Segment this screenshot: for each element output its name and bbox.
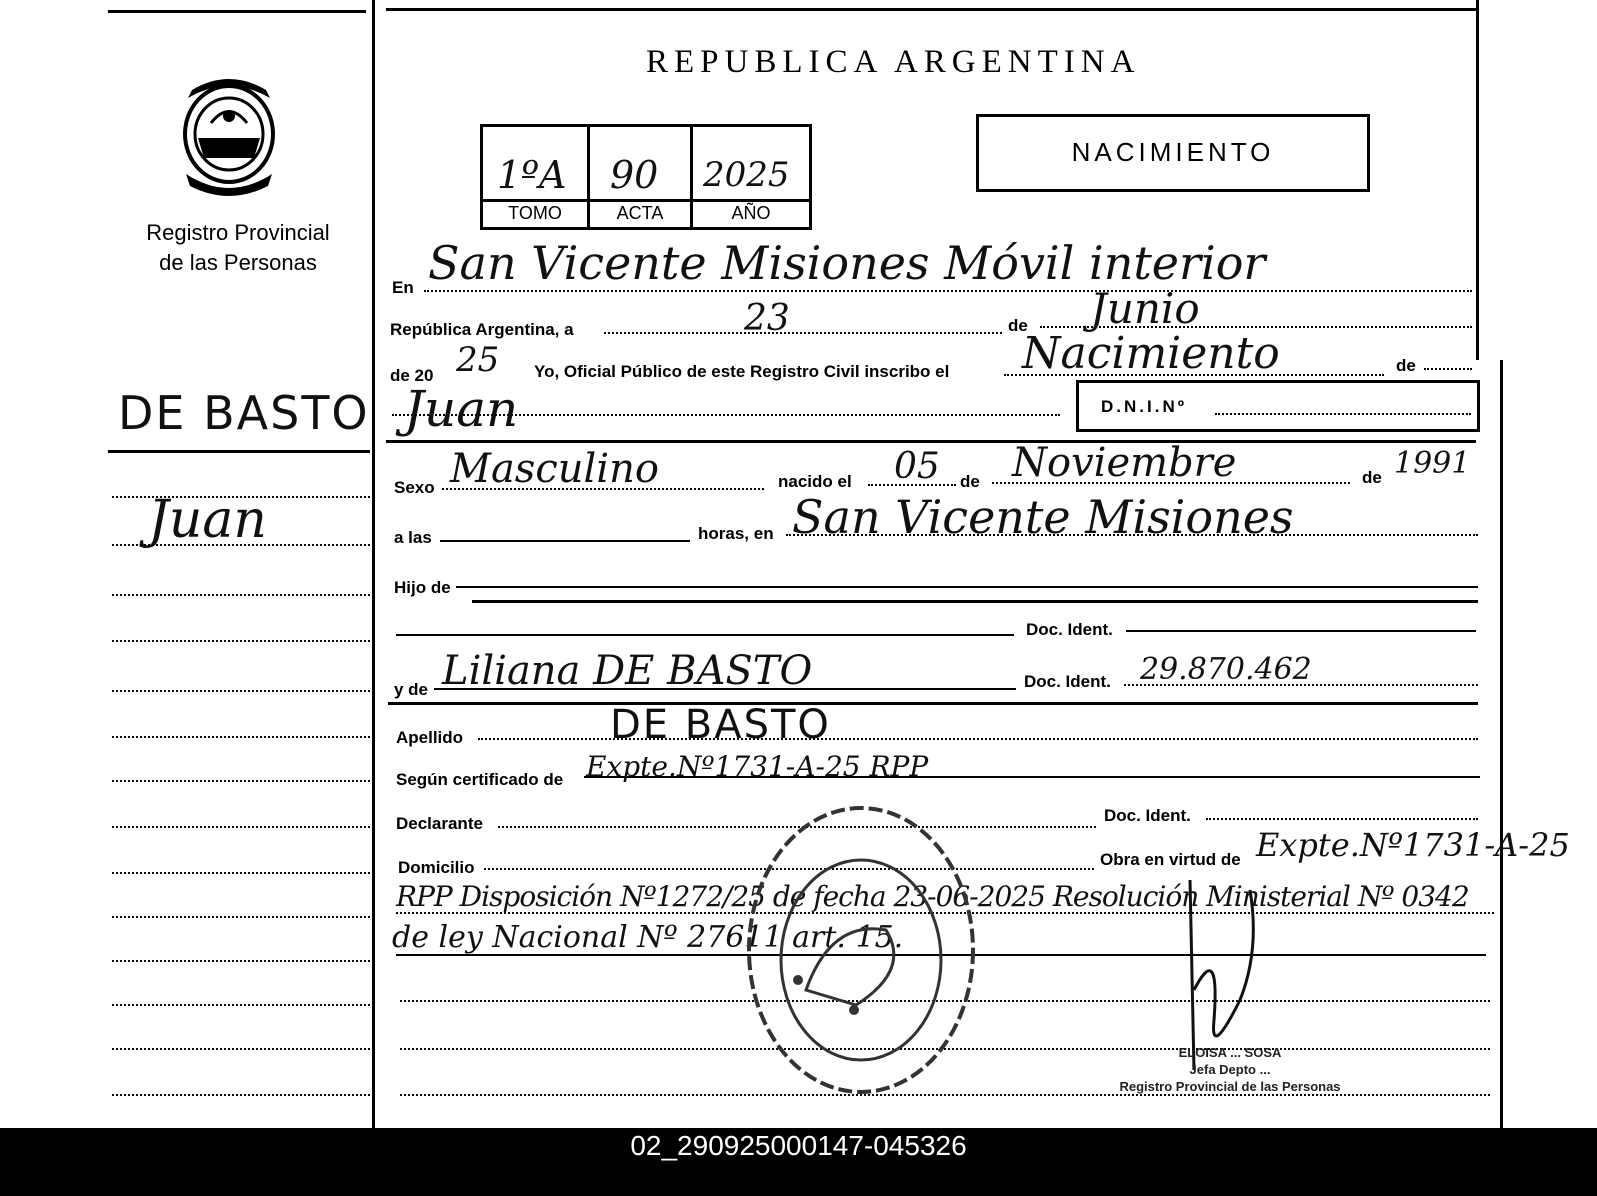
- sidebar-dotted-line: [112, 496, 370, 498]
- registry-line-2: de las Personas: [159, 250, 317, 275]
- label-en: En: [392, 278, 414, 297]
- label-segun: Según certificado de: [396, 770, 564, 789]
- label-declarante: Declarante: [396, 814, 483, 833]
- entry-lugar: San Vicente Misiones Móvil interior: [428, 236, 1266, 290]
- sidebar-dotted-line: [112, 780, 370, 782]
- label-a-las: a las: [394, 528, 432, 547]
- tomo-value: 1ºA: [497, 153, 567, 197]
- entry-certificado: Expte.Nº1731-A-25 RPP: [586, 750, 929, 783]
- line-en: [424, 290, 1472, 292]
- label-dni: D.N.I.Nº: [1101, 397, 1187, 416]
- label-nacido-el: nacido el: [778, 472, 852, 491]
- sidebar-dotted-line: [112, 690, 370, 692]
- sidebar-dotted-line: [112, 826, 370, 828]
- sidebar-given-name: Juan: [148, 490, 267, 550]
- entry-obra-virtud: Expte.Nº1731-A-25: [1256, 826, 1570, 864]
- document-type: NACIMIENTO: [1071, 137, 1275, 167]
- entry-nac-dia: 05: [894, 446, 940, 487]
- entry-nota-2: de ley Nacional Nº 27611 art. 15.: [392, 920, 904, 955]
- line-hijo-de: [456, 586, 1478, 588]
- label-hijo-de: Hijo de: [394, 578, 451, 597]
- form-right-border-lower: [1500, 360, 1503, 1130]
- tomo-label: TOMO: [508, 203, 562, 223]
- label-doc-ident-declarante: Doc. Ident.: [1104, 806, 1191, 825]
- section-rule-1: [386, 440, 1476, 443]
- sidebar-dotted-line: [112, 872, 370, 874]
- line-dni: [1215, 413, 1471, 415]
- line-dia: [604, 332, 1002, 334]
- signature-block: [1090, 1044, 1370, 1095]
- label-doc-ident-padre: Doc. Ident.: [1026, 620, 1113, 639]
- registry-line-1: Registro Provincial: [146, 220, 330, 245]
- entry-anio-corto: 25: [456, 340, 500, 380]
- form-right-border: [1476, 0, 1479, 360]
- sidebar-dotted-line: [112, 736, 370, 738]
- label-horas-en: horas, en: [698, 524, 774, 543]
- label-de-acto: de: [1396, 356, 1416, 375]
- label-obra: Obra en virtud de: [1100, 850, 1241, 869]
- entry-apellido: DE BASTO: [610, 702, 831, 748]
- acta-label: ACTA: [616, 203, 664, 223]
- document-type-box: [976, 114, 1370, 192]
- line-a-las: [440, 540, 690, 542]
- entry-sexo: Masculino: [450, 446, 659, 492]
- sidebar-dotted-line: [112, 1048, 370, 1050]
- entry-nac-lugar: San Vicente Misiones: [792, 490, 1294, 544]
- label-de20: de 20: [390, 366, 434, 385]
- section-rule-2: [472, 600, 1478, 603]
- sidebar-divider: [372, 0, 375, 1130]
- entry-mes: Junio: [1090, 284, 1200, 333]
- signer-org: Registro Provincial de las Personas: [1119, 1079, 1341, 1094]
- sidebar-dotted-line: [112, 916, 370, 918]
- acta-value: 90: [610, 153, 659, 197]
- label-doc-ident-madre: Doc. Ident.: [1024, 672, 1111, 691]
- dni-box: [1076, 380, 1480, 432]
- label-de-mes: de: [1008, 316, 1028, 335]
- sidebar-dotted-line: [112, 640, 370, 642]
- record-box: [480, 124, 812, 230]
- line-nombre: [392, 414, 1060, 416]
- top-rule-left: [108, 10, 366, 13]
- entry-nota-1: RPP Disposición Nº1272/25 de fecha 23-06-2025 Resolución Ministerial Nº 0342: [396, 880, 1469, 913]
- line-padre: [396, 634, 1014, 636]
- section-rule-3: [388, 702, 1478, 705]
- country-title: REPUBLICA ARGENTINA: [646, 44, 1141, 80]
- entry-nombre: Juan: [404, 380, 519, 438]
- sidebar-dotted-line: [112, 1094, 370, 1096]
- entry-madre: Liliana DE BASTO: [442, 648, 813, 694]
- label-yo-oficial: Yo, Oficial Público de este Registro Civil inscribo el: [534, 362, 950, 381]
- entry-madre-doc: 29.870.462: [1140, 652, 1312, 687]
- entry-dia: 23: [744, 298, 790, 339]
- signer-name: ELOISA ... SOSA: [1178, 1045, 1282, 1060]
- entry-nac-mes: Noviembre: [1012, 440, 1237, 486]
- anio-value: 2025: [703, 155, 790, 195]
- label-domicilio: Domicilio: [398, 858, 475, 877]
- label-republica: República Argentina, a: [390, 320, 574, 339]
- sidebar-dotted-line: [112, 1004, 370, 1006]
- coat-of-arms-icon: [176, 78, 282, 196]
- footer-code: 02_290925000147-045326: [630, 1130, 967, 1161]
- label-apellido: Apellido: [396, 728, 464, 747]
- line-de-acto-end: [1424, 368, 1472, 370]
- registry-seal-stamp: [736, 800, 986, 1100]
- sidebar-dotted-line: [112, 544, 370, 546]
- entry-nac-anio: 1991: [1394, 446, 1471, 481]
- sidebar-dotted-line: [112, 594, 370, 596]
- anio-label: AÑO: [731, 203, 771, 223]
- signer-title: Jefa Depto ...: [1189, 1062, 1271, 1077]
- record-box-divider: [483, 199, 809, 202]
- line-doc-ident-padre: [1126, 630, 1476, 632]
- label-de-nac-mes: de: [960, 472, 980, 491]
- registry-name: [118, 218, 358, 278]
- footer-bar: [0, 1128, 1597, 1196]
- sidebar-surname-underline: [108, 450, 370, 453]
- label-sexo: Sexo: [394, 478, 435, 497]
- label-de-nac-anio: de: [1362, 468, 1382, 487]
- sidebar-dotted-line: [112, 960, 370, 962]
- label-y-de: y de: [394, 680, 429, 699]
- top-rule-right: [386, 8, 1478, 11]
- line-doc-ident-declarante: [1206, 818, 1478, 820]
- entry-acto: Nacimiento: [1022, 328, 1280, 379]
- sidebar-surname: DE BASTO: [118, 386, 370, 440]
